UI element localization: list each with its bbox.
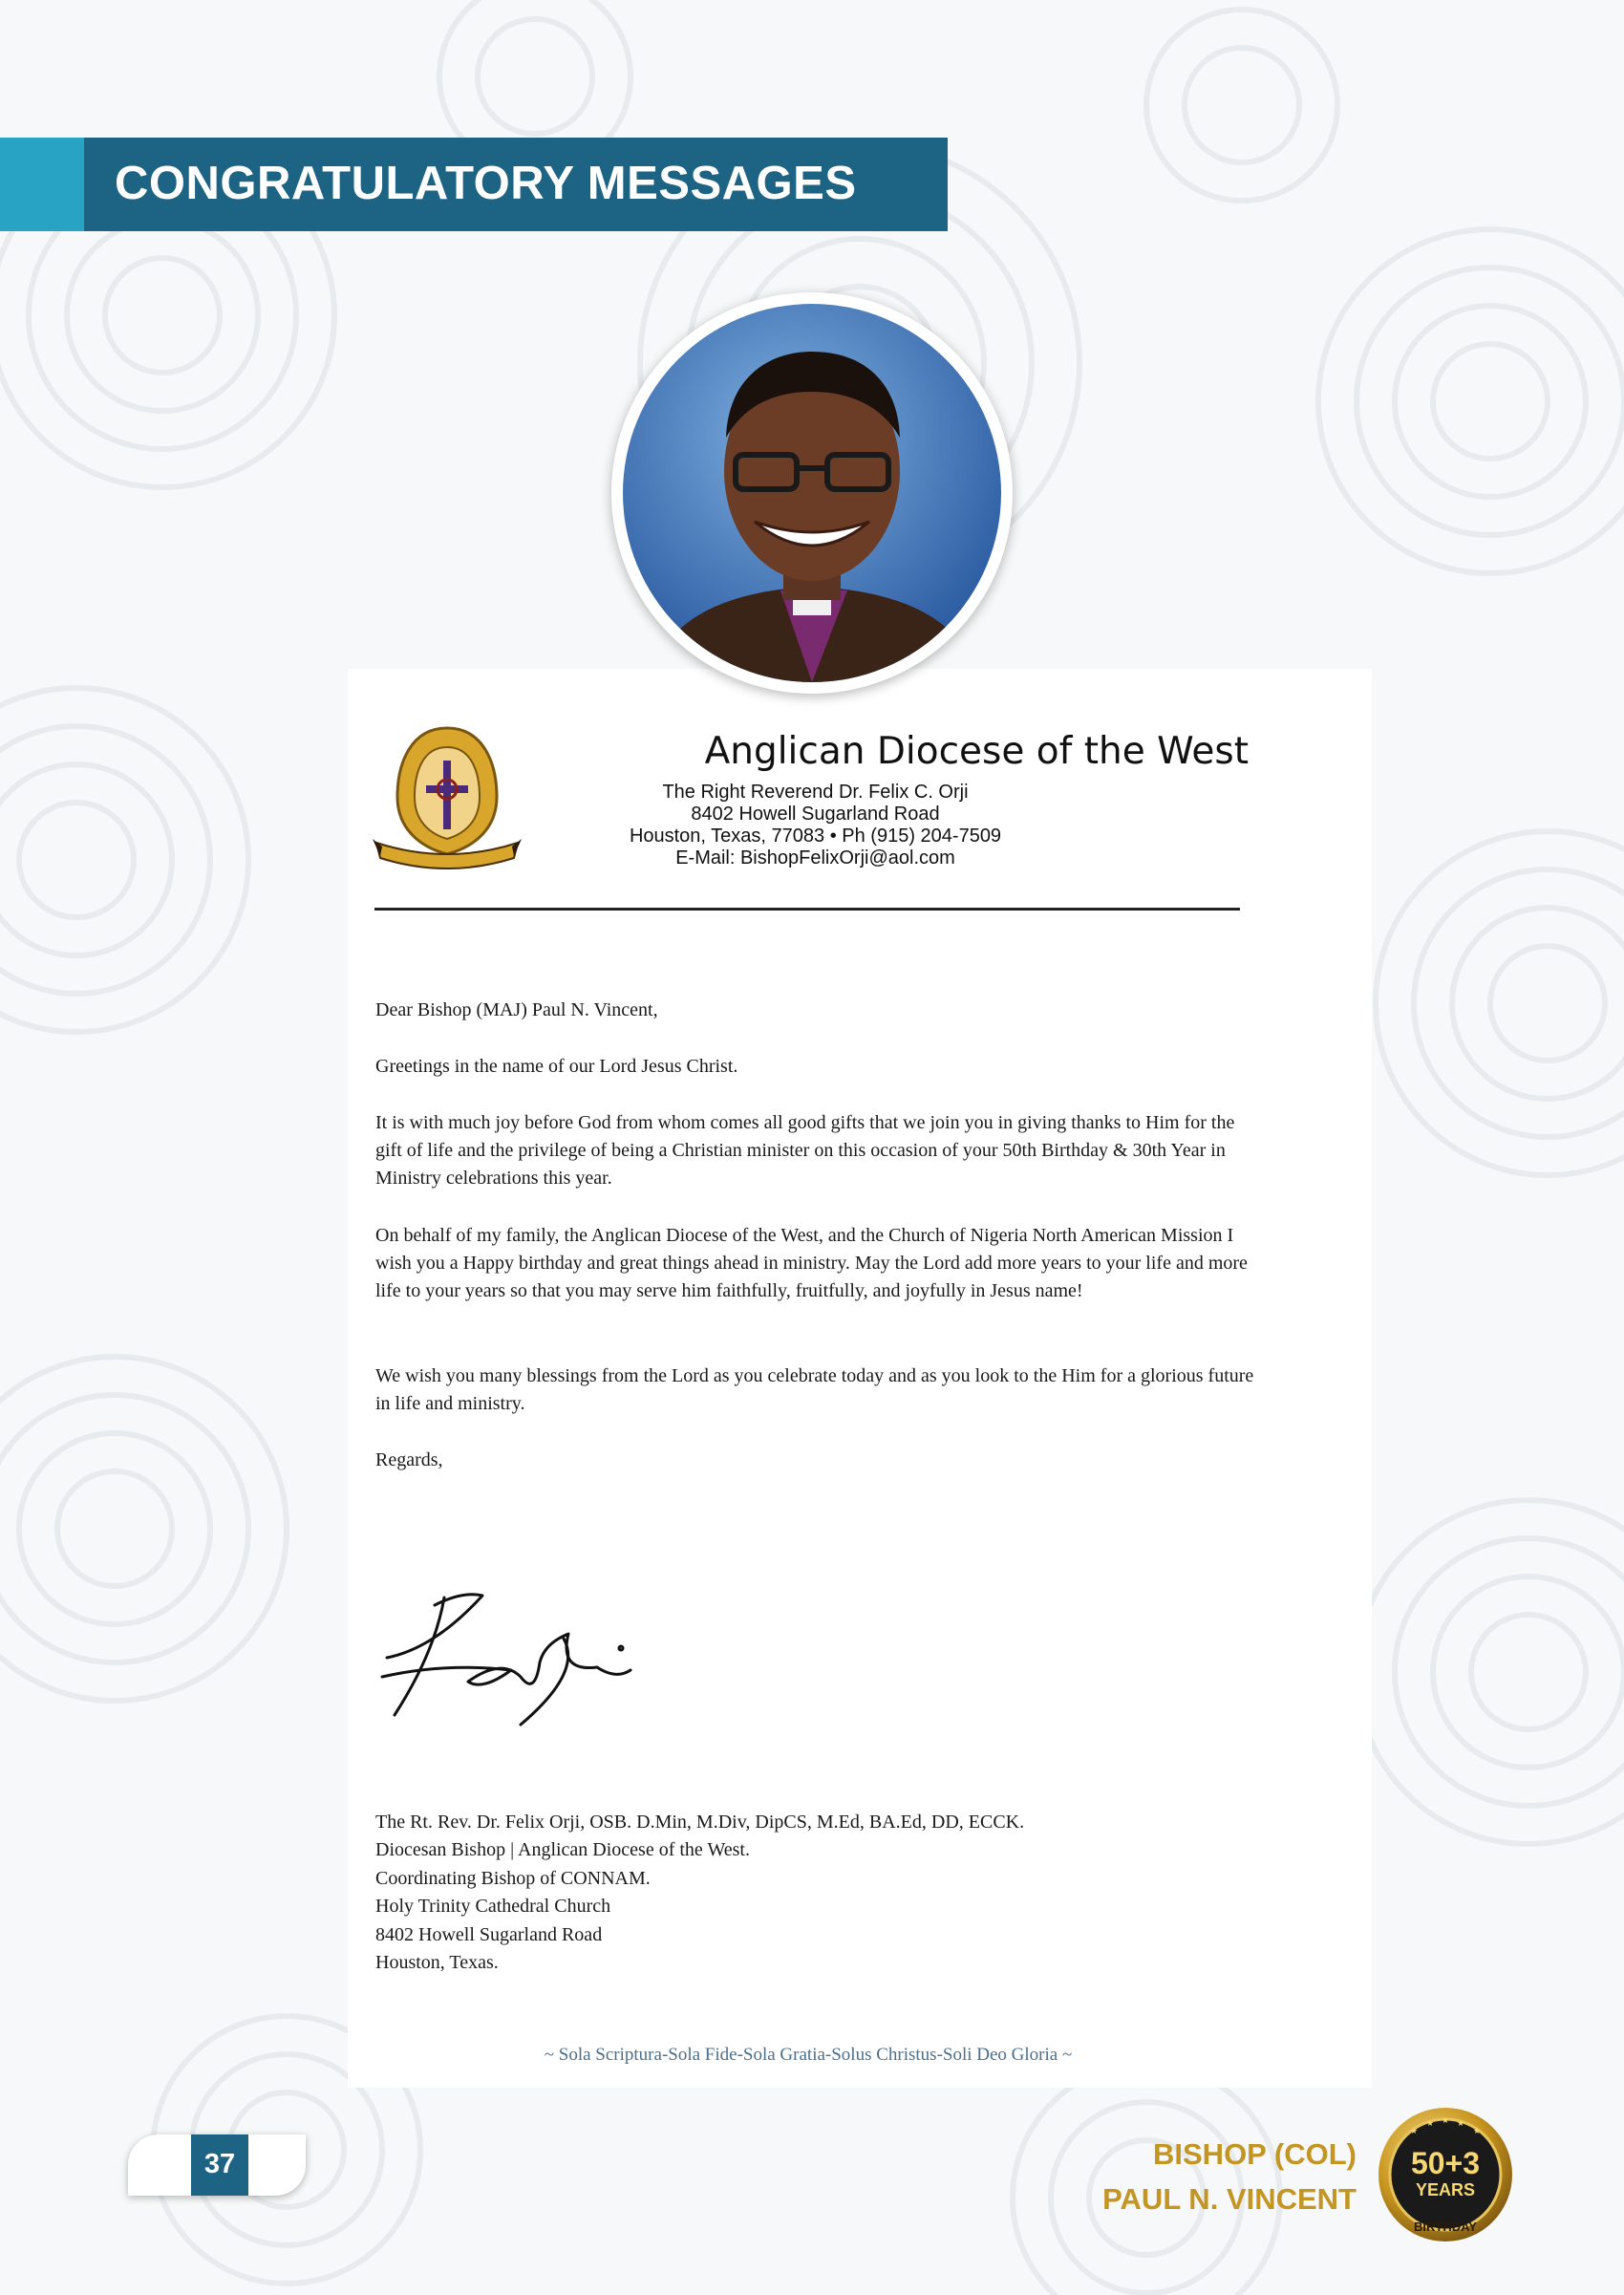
svg-text:YEARS: YEARS	[1415, 2180, 1476, 2199]
svg-text:BIRTHDAY: BIRTHDAY	[1414, 2220, 1477, 2234]
letter-salutation: Dear Bishop (MAJ) Paul N. Vincent,	[375, 999, 658, 1020]
footer-name-line-1: BISHOP (COL)	[1153, 2137, 1357, 2171]
page-number: 37	[203, 2149, 236, 2179]
letterhead-organization: Anglican Diocese of the West	[704, 730, 1249, 773]
letter-closing: Regards,	[375, 1449, 443, 1470]
signature-line: 8402 Howell Sugarland Road	[375, 1923, 603, 1945]
letter-paragraph-3: We wish you many blessings from the Lord as you celebrate today and as you look to the Him for a glorious future in life and ministry.	[375, 1365, 1254, 1414]
letterhead-address: 8402 Howell Sugarland Road	[691, 804, 940, 825]
signature-line: Diocesan Bishop | Anglican Diocese of the West.	[375, 1839, 750, 1861]
portrait-photo	[623, 304, 1001, 682]
footer-name-line-2: PAUL N. VINCENT	[1102, 2182, 1357, 2216]
svg-text:★: ★	[1472, 2127, 1482, 2136]
letterhead-divider	[374, 908, 1240, 911]
signature-line: Houston, Texas.	[375, 1952, 499, 1974]
header-accent	[0, 138, 84, 231]
letterhead-email: E-Mail: BishopFelixOrji@aol.com	[675, 847, 955, 869]
signature-line: Holy Trinity Cathedral Church	[375, 1896, 611, 1918]
svg-text:★: ★	[1425, 2119, 1435, 2129]
signature-line: The Rt. Rev. Dr. Felix Orji, OSB. D.Min, M.Div, DipCS, M.Ed, BA.Ed, DD, ECCK.	[375, 1812, 1025, 1833]
letter-greeting: Greetings in the name of our Lord Jesus Christ.	[375, 1056, 738, 1077]
birthday-badge-logo	[1376, 2105, 1515, 2244]
svg-text:★: ★	[1441, 2116, 1450, 2126]
letter-paragraph-1: It is with much joy before God from whom comes all good gifts that we join you in giving thanks to Him for the gift of life and the privilege of being a Christian minister on this occasion of your 50th Birthday & 30th Year in Ministry celebrations this year.	[375, 1112, 1235, 1189]
letterhead-bishop: The Right Reverend Dr. Felix C. Orji	[662, 782, 969, 803]
svg-text:50+3: 50+3	[1410, 2146, 1481, 2180]
letter-paragraph-2: On behalf of my family, the Anglican Diocese of the West, and the Church of Nigeria North American Mission I wish you a Happy birthday and great things ahead in ministry. May the Lord add more years to your life and more life to your years so that you may serve him faithfully, fruitfully, and joyfully in Jesus name!	[375, 1225, 1248, 1301]
signature-image	[377, 1567, 664, 1739]
svg-text:★: ★	[1409, 2127, 1419, 2136]
diocese-crest-logo	[371, 720, 524, 873]
signature-line: Coordinating Bishop of CONNAM.	[375, 1867, 651, 1889]
signature-block	[375, 1809, 1235, 1977]
letter-motto: ~ Sola Scriptura-Sola Fide-Sola Gratia-Solus Christus-Soli Deo Gloria ~	[544, 2045, 1073, 2065]
letterhead-city-phone: Houston, Texas, 77083 • Ph (915) 204-7509	[629, 826, 1002, 847]
portrait-frame	[611, 292, 1013, 694]
page-title: CONGRATULATORY MESSAGES	[115, 158, 857, 209]
svg-text:★: ★	[1456, 2119, 1465, 2129]
